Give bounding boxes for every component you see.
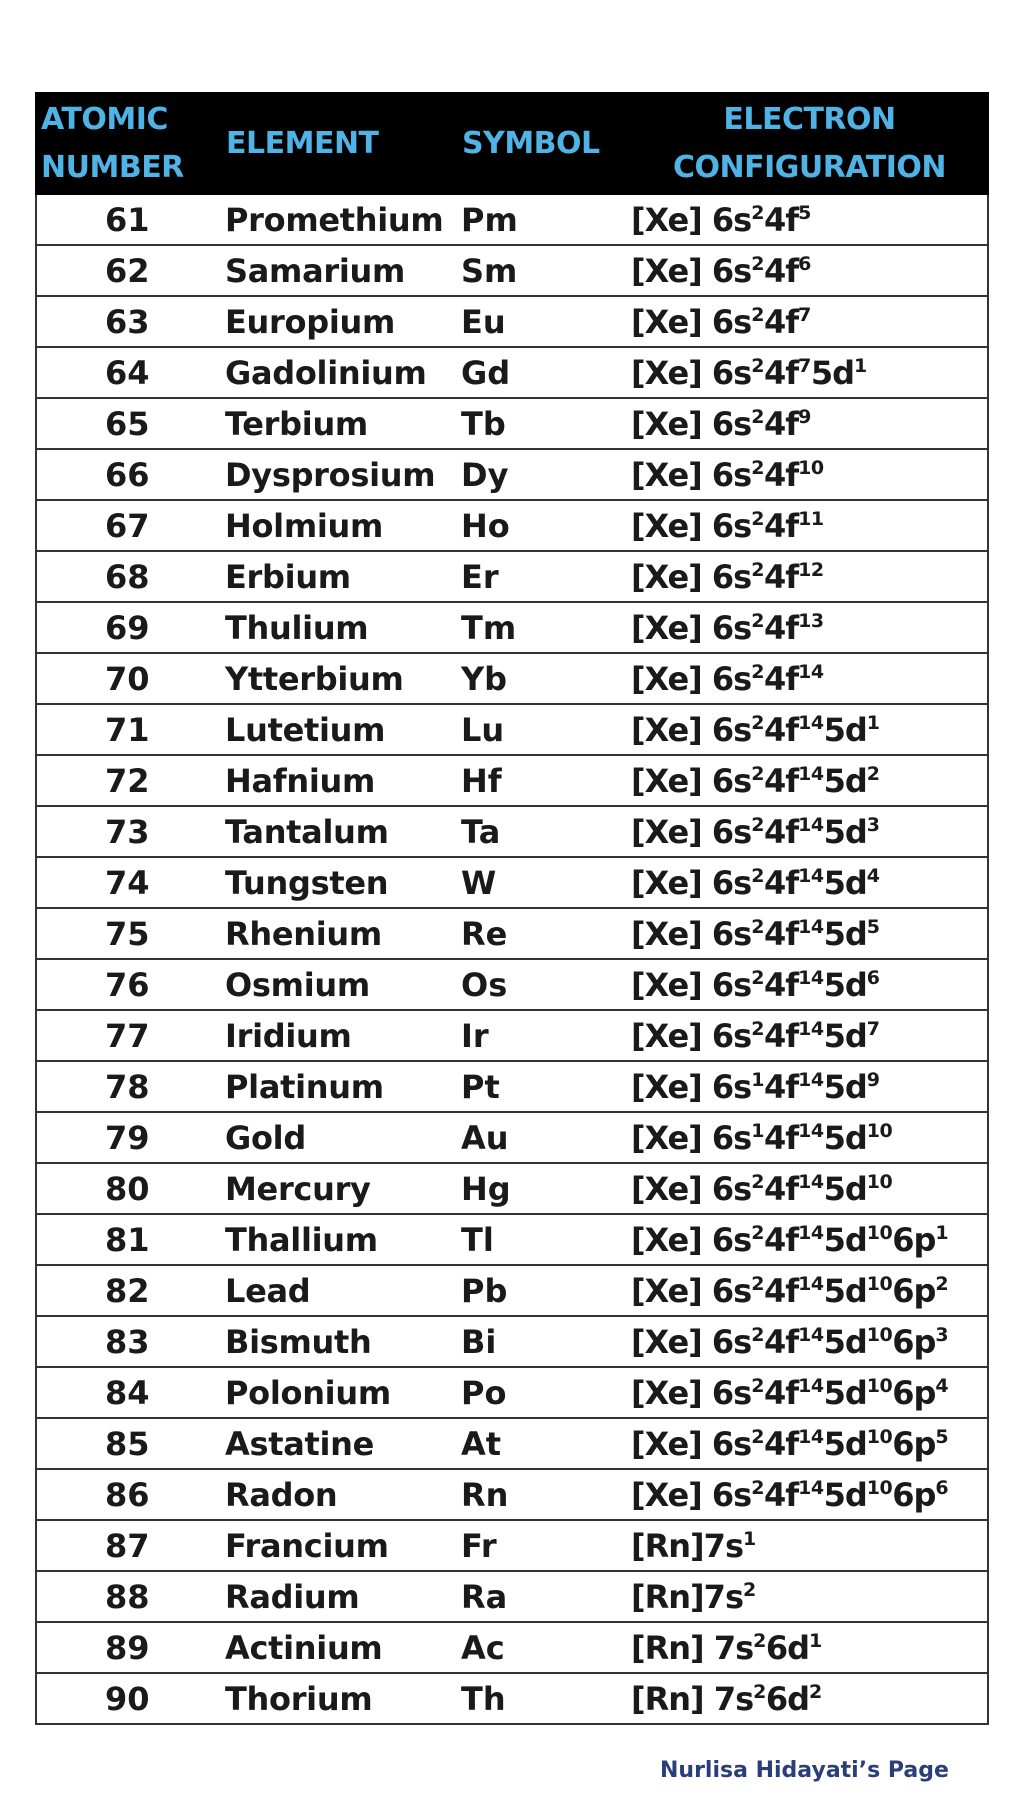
element-table-container bbox=[35, 92, 987, 1725]
electron-configuration-cell: [Xe] $6s^24f^{14}5d^5$ bbox=[631, 908, 988, 959]
element-symbol-cell: Dy bbox=[451, 449, 631, 500]
element-name-cell: Thulium bbox=[211, 602, 451, 653]
element-symbol-cell: Gd bbox=[451, 347, 631, 398]
table-row bbox=[36, 1622, 988, 1673]
element-symbol-cell: Pb bbox=[451, 1265, 631, 1316]
element-symbol-cell: W bbox=[451, 857, 631, 908]
atomic-number-cell: 61 bbox=[36, 194, 211, 245]
element-name-cell: Bismuth bbox=[211, 1316, 451, 1367]
atomic-number-cell: 77 bbox=[36, 1010, 211, 1061]
element-name-cell: Mercury bbox=[211, 1163, 451, 1214]
element-name-cell: Astatine bbox=[211, 1418, 451, 1469]
element-name-cell: Osmium bbox=[211, 959, 451, 1010]
element-name-cell: Erbium bbox=[211, 551, 451, 602]
atomic-number-cell: 71 bbox=[36, 704, 211, 755]
atomic-number-cell: 73 bbox=[36, 806, 211, 857]
atomic-number-cell: 84 bbox=[36, 1367, 211, 1418]
electron-configuration-cell: [Rn] $7s^26d^1$ bbox=[631, 1622, 988, 1673]
element-symbol-cell: Ta bbox=[451, 806, 631, 857]
electron-configuration-cell: [Rn] $7s^26d^2$ bbox=[631, 1673, 988, 1724]
page-credit: Nurlisa Hidayati’s Page bbox=[660, 1758, 949, 1783]
atomic-number-cell: 86 bbox=[36, 1469, 211, 1520]
table-row bbox=[36, 1673, 988, 1724]
element-symbol-cell: Re bbox=[451, 908, 631, 959]
element-symbol-cell: Ac bbox=[451, 1622, 631, 1673]
electron-configuration-cell: [Xe] $6s^24f^{14}5d^{10}$ bbox=[631, 1163, 988, 1214]
element-symbol-cell: Au bbox=[451, 1112, 631, 1163]
table-row bbox=[36, 908, 988, 959]
atomic-number-cell: 65 bbox=[36, 398, 211, 449]
table-row bbox=[36, 1214, 988, 1265]
electron-configuration-table bbox=[35, 92, 989, 1725]
electron-configuration-cell: [Xe] $6s^24f^{12}$ bbox=[631, 551, 988, 602]
element-symbol-cell: Tm bbox=[451, 602, 631, 653]
electron-configuration-cell: [Xe] $6s^24f^{14}5d^2$ bbox=[631, 755, 988, 806]
electron-configuration-cell: [Xe] $6s^24f^{14}5d^{10}6p^2$ bbox=[631, 1265, 988, 1316]
element-name-cell: Tantalum bbox=[211, 806, 451, 857]
table-row bbox=[36, 347, 988, 398]
element-name-cell: Platinum bbox=[211, 1061, 451, 1112]
table-row bbox=[36, 653, 988, 704]
header-row bbox=[36, 93, 988, 194]
atomic-number-cell: 69 bbox=[36, 602, 211, 653]
electron-configuration-cell: [Xe] $6s^14f^{14}5d^{10}$ bbox=[631, 1112, 988, 1163]
element-name-cell: Europium bbox=[211, 296, 451, 347]
atomic-number-cell: 75 bbox=[36, 908, 211, 959]
element-name-cell: Radon bbox=[211, 1469, 451, 1520]
element-name-cell: Polonium bbox=[211, 1367, 451, 1418]
table-row bbox=[36, 1316, 988, 1367]
electron-configuration-cell: $[Rn]7s^1$ bbox=[631, 1520, 988, 1571]
element-symbol-cell: Tb bbox=[451, 398, 631, 449]
table-row bbox=[36, 704, 988, 755]
electron-configuration-cell: [Xe] $6s^24f^{14}5d^6$ bbox=[631, 959, 988, 1010]
element-name-cell: Tungsten bbox=[211, 857, 451, 908]
table-row bbox=[36, 1061, 988, 1112]
element-symbol-cell: Hg bbox=[451, 1163, 631, 1214]
atomic-number-cell: 83 bbox=[36, 1316, 211, 1367]
table-row bbox=[36, 1520, 988, 1571]
table-row bbox=[36, 398, 988, 449]
table-row bbox=[36, 1163, 988, 1214]
atomic-number-cell: 63 bbox=[36, 296, 211, 347]
element-symbol-cell: Ra bbox=[451, 1571, 631, 1622]
atomic-number-cell: 90 bbox=[36, 1673, 211, 1724]
electron-configuration-cell: [Xe] $6s^24f^9$ bbox=[631, 398, 988, 449]
electron-configuration-cell: [Xe] $6s^24f^6$ bbox=[631, 245, 988, 296]
atomic-number-cell: 76 bbox=[36, 959, 211, 1010]
electron-configuration-cell: [Xe] $6s^24f^{14}5d^{10}6p^3$ bbox=[631, 1316, 988, 1367]
atomic-number-cell: 87 bbox=[36, 1520, 211, 1571]
table-row bbox=[36, 857, 988, 908]
atomic-number-cell: 82 bbox=[36, 1265, 211, 1316]
table-row bbox=[36, 1112, 988, 1163]
table-row bbox=[36, 1010, 988, 1061]
element-symbol-cell: Os bbox=[451, 959, 631, 1010]
element-name-cell: Terbium bbox=[211, 398, 451, 449]
electron-configuration-cell: [Xe] $6s^24f^{10}$ bbox=[631, 449, 988, 500]
electron-configuration-cell: [Xe] $6s^24f^{14}5d^4$ bbox=[631, 857, 988, 908]
element-name-cell: Lead bbox=[211, 1265, 451, 1316]
electron-configuration-cell: [Xe] $6s^24f^{14}5d^1$ bbox=[631, 704, 988, 755]
electron-configuration-cell: [Xe] $6s^24f^{14}5d^3$ bbox=[631, 806, 988, 857]
atomic-number-cell: 67 bbox=[36, 500, 211, 551]
electron-configuration-cell: [Xe] $6s^24f^{14}5d^{10}6p^4$ bbox=[631, 1367, 988, 1418]
element-name-cell: Samarium bbox=[211, 245, 451, 296]
atomic-number-cell: 68 bbox=[36, 551, 211, 602]
element-name-cell: Promethium bbox=[211, 194, 451, 245]
element-name-cell: Actinium bbox=[211, 1622, 451, 1673]
table-row bbox=[36, 1571, 988, 1622]
header-atomic-number: ATOMIC NUMBER bbox=[36, 93, 211, 194]
element-symbol-cell: Ir bbox=[451, 1010, 631, 1061]
element-symbol-cell: Pt bbox=[451, 1061, 631, 1112]
element-name-cell: Francium bbox=[211, 1520, 451, 1571]
element-name-cell: Dysprosium bbox=[211, 449, 451, 500]
table-row bbox=[36, 959, 988, 1010]
element-symbol-cell: Lu bbox=[451, 704, 631, 755]
header-element: ELEMENT bbox=[211, 93, 451, 194]
element-name-cell: Ytterbium bbox=[211, 653, 451, 704]
atomic-number-cell: 89 bbox=[36, 1622, 211, 1673]
element-name-cell: Radium bbox=[211, 1571, 451, 1622]
atomic-number-cell: 62 bbox=[36, 245, 211, 296]
element-name-cell: Gadolinium bbox=[211, 347, 451, 398]
table-row bbox=[36, 1418, 988, 1469]
electron-configuration-cell: [Xe] $6s^24f^{11}$ bbox=[631, 500, 988, 551]
element-symbol-cell: Fr bbox=[451, 1520, 631, 1571]
table-body bbox=[36, 194, 988, 1724]
element-symbol-cell: Er bbox=[451, 551, 631, 602]
element-name-cell: Holmium bbox=[211, 500, 451, 551]
element-symbol-cell: Po bbox=[451, 1367, 631, 1418]
electron-configuration-cell: [Xe] $6s^24f^{14}5d^7$ bbox=[631, 1010, 988, 1061]
header-symbol: SYMBOL bbox=[451, 93, 631, 194]
electron-configuration-cell: [Xe] $6s^24f^{14}5d^{10}6p^1$ bbox=[631, 1214, 988, 1265]
table-row bbox=[36, 806, 988, 857]
atomic-number-cell: 85 bbox=[36, 1418, 211, 1469]
electron-configuration-cell: [Xe] $6s^24f^{14}5d^{10}6p^5$ bbox=[631, 1418, 988, 1469]
element-symbol-cell: Bi bbox=[451, 1316, 631, 1367]
table-header bbox=[36, 93, 988, 194]
electron-configuration-cell: [Xe] $6s^24f^{13}$ bbox=[631, 602, 988, 653]
table-row bbox=[36, 1367, 988, 1418]
atomic-number-cell: 72 bbox=[36, 755, 211, 806]
element-name-cell: Gold bbox=[211, 1112, 451, 1163]
atomic-number-cell: 74 bbox=[36, 857, 211, 908]
element-symbol-cell: Hf bbox=[451, 755, 631, 806]
table-row bbox=[36, 1265, 988, 1316]
atomic-number-cell: 66 bbox=[36, 449, 211, 500]
table-row bbox=[36, 602, 988, 653]
table-row bbox=[36, 500, 988, 551]
element-name-cell: Iridium bbox=[211, 1010, 451, 1061]
element-symbol-cell: Yb bbox=[451, 653, 631, 704]
atomic-number-cell: 88 bbox=[36, 1571, 211, 1622]
element-symbol-cell: At bbox=[451, 1418, 631, 1469]
electron-configuration-cell: [Xe] $6s^24f^5$ bbox=[631, 194, 988, 245]
atomic-number-cell: 80 bbox=[36, 1163, 211, 1214]
table-row bbox=[36, 551, 988, 602]
electron-configuration-cell: [Xe] $6s^24f^{14}$ bbox=[631, 653, 988, 704]
table-row bbox=[36, 755, 988, 806]
element-symbol-cell: Sm bbox=[451, 245, 631, 296]
element-symbol-cell: Ho bbox=[451, 500, 631, 551]
element-symbol-cell: Eu bbox=[451, 296, 631, 347]
atomic-number-cell: 64 bbox=[36, 347, 211, 398]
element-symbol-cell: Pm bbox=[451, 194, 631, 245]
element-name-cell: Rhenium bbox=[211, 908, 451, 959]
electron-configuration-cell: $[Rn]7s^2$ bbox=[631, 1571, 988, 1622]
element-symbol-cell: Rn bbox=[451, 1469, 631, 1520]
element-name-cell: Thallium bbox=[211, 1214, 451, 1265]
electron-configuration-cell: [Xe] $6s^24f^{14}5d^{10}6p^6$ bbox=[631, 1469, 988, 1520]
atomic-number-cell: 70 bbox=[36, 653, 211, 704]
table-row bbox=[36, 245, 988, 296]
table-row bbox=[36, 1469, 988, 1520]
atomic-number-cell: 78 bbox=[36, 1061, 211, 1112]
electron-configuration-cell: [Xe] $6s^24f^75d^1$ bbox=[631, 347, 988, 398]
atomic-number-cell: 79 bbox=[36, 1112, 211, 1163]
table-row bbox=[36, 296, 988, 347]
table-row bbox=[36, 449, 988, 500]
element-name-cell: Lutetium bbox=[211, 704, 451, 755]
electron-configuration-cell: [Xe] $6s^24f^7$ bbox=[631, 296, 988, 347]
table-row bbox=[36, 194, 988, 245]
element-name-cell: Hafnium bbox=[211, 755, 451, 806]
electron-configuration-cell: [Xe] $6s^14f^{14}5d^9$ bbox=[631, 1061, 988, 1112]
element-symbol-cell: Tl bbox=[451, 1214, 631, 1265]
element-symbol-cell: Th bbox=[451, 1673, 631, 1724]
header-electron-configuration: ELECTRON CONFIGURATION bbox=[631, 93, 988, 194]
element-name-cell: Thorium bbox=[211, 1673, 451, 1724]
atomic-number-cell: 81 bbox=[36, 1214, 211, 1265]
